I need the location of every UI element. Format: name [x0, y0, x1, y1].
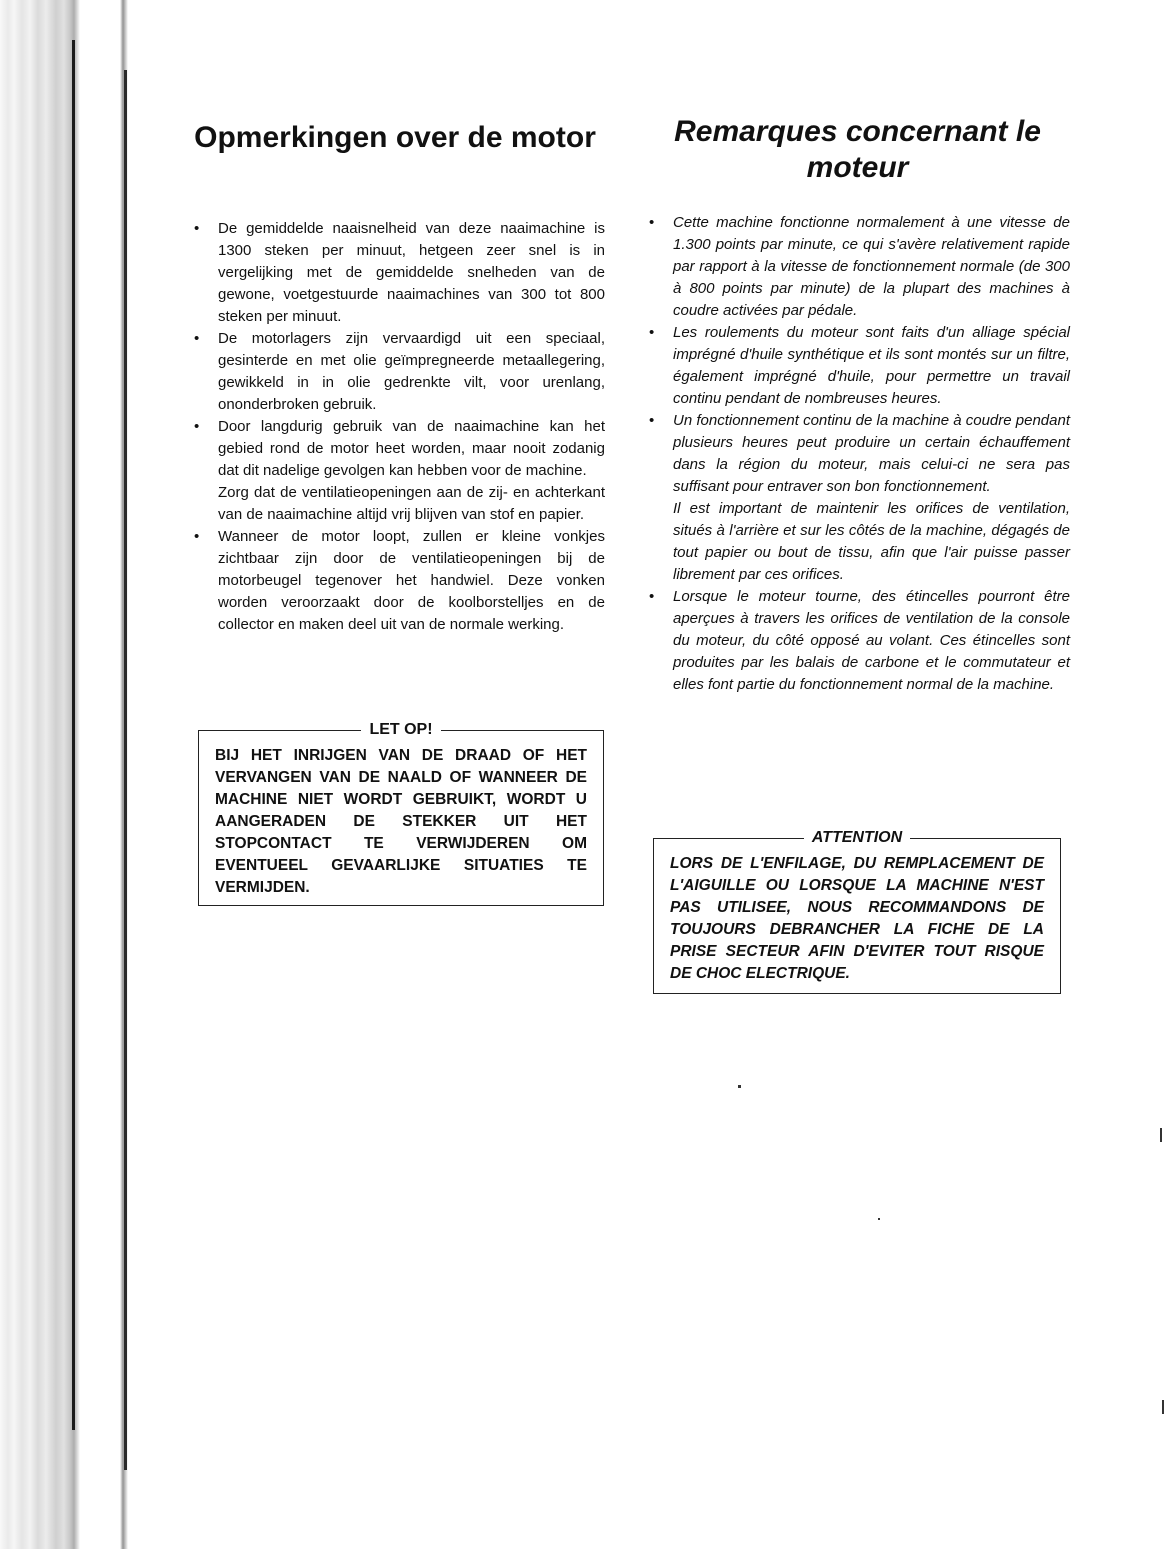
french-bullet-4-text: Lorsque le moteur tourne, des étincelles pourront être aperçues à travers les orifices de ventilation de la console du moteur, du côté opposé au volant. Ces étincelles sont produites par les balais de carbone et le commutateur et elles font partie du fonctionnement normal de la machine. — [673, 588, 1070, 693]
dutch-bullet-1 — [190, 218, 605, 328]
bullet-icon: • — [649, 412, 655, 429]
french-bullet-list — [645, 212, 1070, 696]
french-bullet-1 — [645, 212, 1070, 322]
dutch-title: Opmerkingen over de motor — [194, 121, 596, 154]
dutch-bullet-4-text: Wanneer de motor loopt, zullen er kleine vonkjes zichtbaar zijn door de ventilatieopeningen bij de motorbeugel tegenover het handwiel. Deze vonken worden veroorzaakt door de koolborstelljes en de collector en maken deel uit van de normale werking. — [218, 528, 605, 633]
french-bullet-3 — [645, 410, 1070, 586]
french-warning-text: LORS DE L'ENFILAGE, DU REMPLACEMENT DE L'AIGUILLE OU LORSQUE LA MACHINE N'EST PAS UTILISEE, NOUS RECOMMANDONS DE TOUJOURS DEBRANCHER LA FICHE DE LA PRISE SECTEUR AFIN D'EVITER TOUT RISQUE DE CHOC ELECTRIQUE. — [670, 855, 1044, 982]
scan-binding-edge — [0, 0, 130, 1549]
bullet-icon: • — [194, 528, 200, 545]
dutch-bullet-1-text: De gemiddelde naaisnelheid van deze naaimachine is 1300 steken per minuut, hetgeen zeer snel is in vergelijking met de gemiddelde snelheden van de gewone, voetgestuurde naaimachines van 300 tot 800 steken per minuut. — [218, 220, 605, 325]
french-bullet-3-text: Un fonctionnement continu de la machine à coudre pendant plusieurs heures peut produire un certain échauffement dans la région du moteur, mais celui-ci ne sera pas suffisant pour entraver son bon fonctionnement. — [673, 412, 1070, 495]
french-title: Remarques concernant le moteur — [674, 115, 1041, 184]
french-bullet-2 — [645, 322, 1070, 410]
scan-binding-line-inner — [124, 70, 127, 1470]
scan-binding-line — [72, 40, 75, 1430]
french-warning-title: ATTENTION — [804, 829, 910, 846]
french-bullet-1-text: Cette machine fonctionne normalement à une vitesse de 1.300 points par minute, ce qui s'avère relativement rapide par rapport à la vitesse de fonctionnement normale (de 300 à 800 points par minute) de la plupart des machines à coudre activées par pédale. — [673, 214, 1070, 319]
bullet-icon: • — [649, 214, 655, 231]
bullet-icon: • — [194, 418, 200, 435]
dutch-bullet-4 — [190, 526, 605, 636]
bullet-icon: • — [194, 220, 200, 237]
dutch-warning-text: BIJ HET INRIJGEN VAN DE DRAAD OF HET VERVANGEN VAN DE NAALD OF WANNEER DE MACHINE NIET WORDT GEBRUIKT, WORDT U AANGERADEN DE STEKKER UIT HET STOPCONTACT TE VERWIJDEREN OM EVENTUEEL GEVAARLIJKE SITUATIES TE VERMIJDEN. — [215, 747, 587, 896]
scan-speck — [878, 1218, 880, 1220]
french-warning-box — [653, 829, 1061, 994]
bullet-icon: • — [649, 588, 655, 605]
dutch-warning-header — [199, 720, 603, 740]
dutch-warning-title: LET OP! — [361, 721, 440, 738]
dutch-bullet-3-extra: Zorg dat de ventilatieopeningen aan de zij- en achterkant van de naaimachine altijd vrij blijven van stof en papier. — [218, 484, 605, 523]
scan-speck — [738, 1085, 741, 1088]
scan-speck — [1162, 1400, 1164, 1414]
dutch-warning-box — [198, 721, 604, 906]
dutch-bullet-3 — [190, 416, 605, 526]
dutch-bullet-list — [190, 218, 605, 636]
dutch-bullet-2 — [190, 328, 605, 416]
french-bullet-3-extra: Il est important de maintenir les orifices de ventilation, situés à l'arrière et sur les côtés de la machine, dégagés de tout papier ou bout de tissu, afin que l'air puisse passer librement par ces orifices. — [673, 500, 1070, 583]
french-warning-header — [654, 828, 1060, 848]
bullet-icon: • — [194, 330, 200, 347]
french-bullet-2-text: Les roulements du moteur sont faits d'un alliage spécial imprégné d'huile synthétique et ils sont montés sur un filtre, également imprégné d'huile, pour permettre un travail continu pendant de nombreuses heures. — [673, 324, 1070, 407]
scan-speck — [1160, 1128, 1162, 1142]
dutch-bullet-3-text: Door langdurig gebruik van de naaimachine kan het gebied rond de motor heet worden, maar nooit zodanig dat dit nadelige gevolgen kan hebben voor de machine. — [218, 418, 605, 479]
french-bullet-4 — [645, 586, 1070, 696]
bullet-icon: • — [649, 324, 655, 341]
dutch-bullet-2-text: De motorlagers zijn vervaardigd uit een speciaal, gesinterde en met olie geïmpregneerde metaallegering, gewikkeld in in olie gedrenkte vilt, voor urenlang, ononderbroken gebruik. — [218, 330, 605, 413]
